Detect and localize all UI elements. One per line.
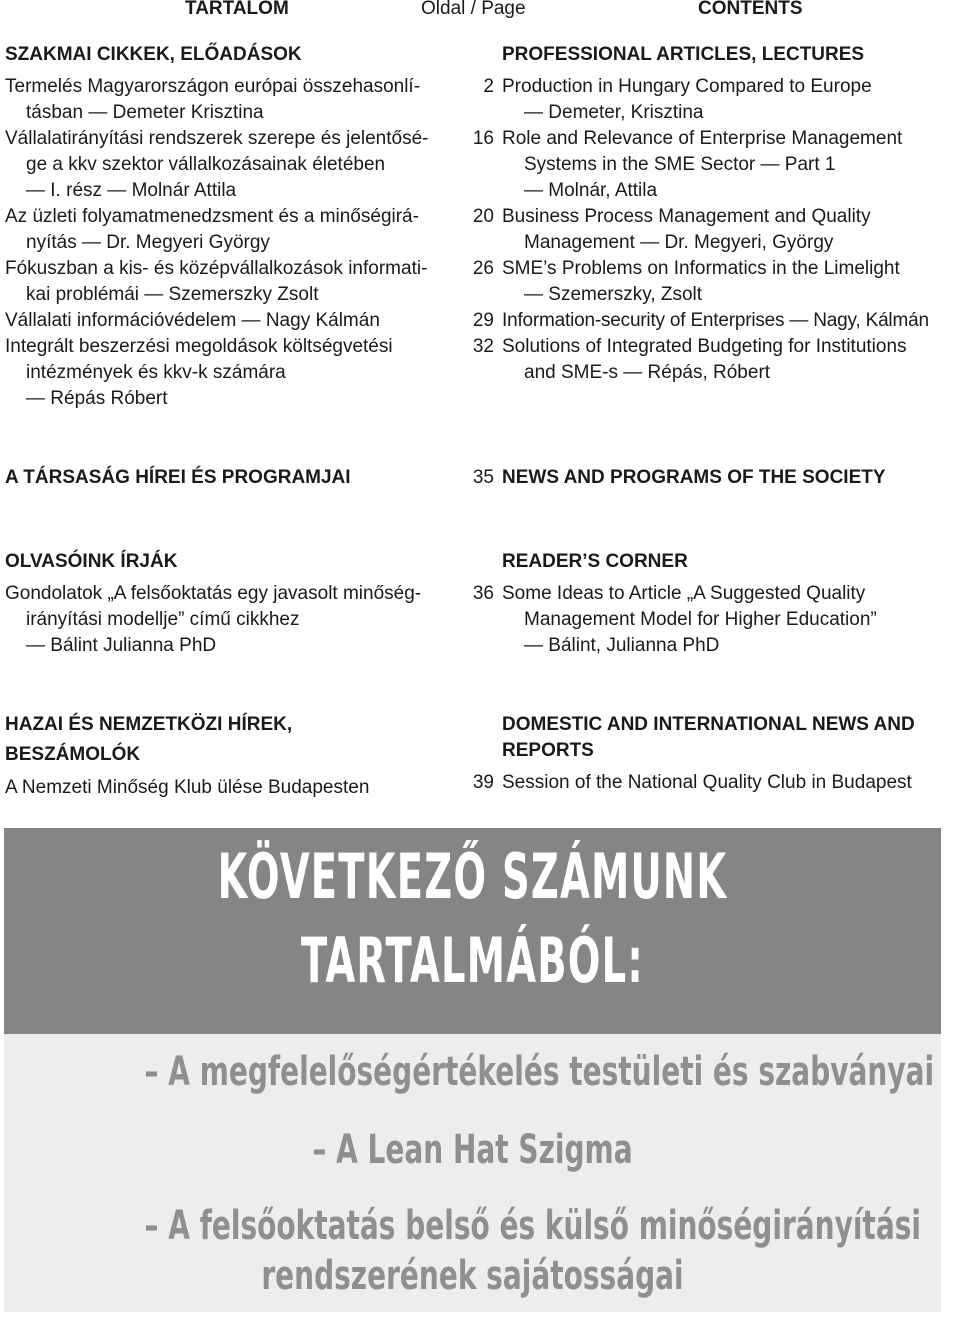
entry-line: Some Ideas to Article „A Suggested Quality (502, 583, 866, 604)
hu-readers-list (5, 581, 421, 659)
entry-line: — Bálint, Julianna PhD (524, 635, 720, 656)
page-number: 26 (472, 258, 494, 279)
hu-articles-list (5, 74, 429, 412)
entry-line: Management — Dr. Megyeri, György (524, 232, 834, 253)
entry-line: Business Process Management and Quality (502, 206, 871, 227)
entry-line: and SME-s — Répás, Róbert (524, 362, 771, 383)
entry-line: Information-security of Enterprises — Nagy, Kálmán (502, 310, 929, 331)
hu-article-line: intézmények és kkv-k számára (26, 362, 286, 383)
header-contents: CONTENTS (698, 0, 803, 19)
page-number: 20 (472, 206, 494, 227)
page-number: 32 (472, 336, 494, 357)
en-news-title (502, 712, 915, 764)
page-number: 16 (472, 128, 494, 149)
hu-society-title: A TÁRSASÁG HÍREI ÉS PROGRAMJAI (5, 467, 351, 488)
en-news-title-line: REPORTS (502, 740, 594, 761)
entry-line: Solutions of Integrated Budgeting for Institutions (502, 336, 907, 357)
hu-readers-title: OLVASÓINK ÍRJÁK (5, 551, 178, 572)
page-number: 39 (472, 772, 494, 793)
page-number: 36 (472, 583, 494, 604)
hu-readers-line: irányítási modellje” című cikkhez (26, 609, 300, 630)
banner-item: – A felsőoktatás belső és külső minőségirányítási (144, 1203, 921, 1249)
hu-news-line: A Nemzeti Minőség Klub ülése Budapesten (5, 777, 370, 798)
hu-article-line: Vállalatirányítási rendszerek szerepe és jelentősé- (5, 128, 429, 149)
en-society-title: NEWS AND PROGRAMS OF THE SOCIETY (502, 467, 886, 488)
hu-readers-line: — Bálint Julianna PhD (26, 635, 217, 656)
hu-article-line: Fókuszban a kis- és középvállalkozások informati- (5, 258, 428, 279)
hu-news-title-line: HAZAI ÉS NEMZETKÖZI HÍREK, (5, 714, 293, 735)
hu-article-line: ge a kkv szektor vállalkozásainak életében (26, 154, 386, 175)
entry-line: Systems in the SME Sector — Part 1 (524, 154, 836, 175)
page-number: 29 (472, 310, 494, 331)
hu-article-line: Vállalati információvédelem — Nagy Kálmán (5, 310, 380, 331)
hu-article-line: — Répás Róbert (26, 388, 168, 409)
header-tartalom: TARTALOM (185, 0, 289, 19)
banner-item: rendszerének sajátosságai (261, 1253, 684, 1299)
page-number: 35 (472, 467, 494, 488)
hu-news-title-line: BESZÁMOLÓK (5, 744, 141, 765)
page-number: 2 (483, 76, 494, 97)
entry-line: — Szemerszky, Zsolt (524, 284, 703, 305)
hu-article-line: Az üzleti folyamatmenedzsment és a minőségirá- (5, 206, 419, 227)
banner-heading-line: KÖVETKEZŐ SZÁMUNK (217, 840, 728, 913)
next-issue-banner (4, 828, 941, 1312)
en-readers-title: READER’S CORNER (502, 551, 688, 572)
hu-article-line: Integrált beszerzési megoldások költségvetési (5, 336, 393, 357)
hu-article-line: — I. rész — Molnár Attila (26, 180, 237, 201)
entry-line: SME’s Problems on Informatics in the Limelight (502, 258, 900, 279)
hu-article-line: nyítás — Dr. Megyeri György (26, 232, 270, 253)
entry-line: Management Model for Higher Education” (524, 609, 877, 630)
entry-line: — Demeter, Krisztina (524, 102, 704, 123)
hu-news-title (5, 712, 292, 768)
entry-line: — Molnár, Attila (524, 180, 658, 201)
hu-readers-line: Gondolatok „A felsőoktatás egy javasolt minőség- (5, 583, 422, 604)
en-articles-title: PROFESSIONAL ARTICLES, LECTURES (502, 44, 865, 65)
entry-line: Session of the National Quality Club in Budapest (502, 772, 912, 793)
hu-article-line: kai problémái — Szemerszky Zsolt (26, 284, 319, 305)
banner-heading-line: TARTALMÁBÓL: (300, 924, 645, 997)
banner-item: – A Lean Hat Szigma (312, 1127, 633, 1173)
entry-line: Production in Hungary Compared to Europe (502, 76, 872, 97)
en-news-title-line: DOMESTIC AND INTERNATIONAL NEWS AND (502, 714, 915, 735)
entry-line: Role and Relevance of Enterprise Management (502, 128, 903, 149)
hu-articles-title: SZAKMAI CIKKEK, ELŐADÁSOK (5, 44, 302, 65)
hu-article-line: tásban — Demeter Krisztina (26, 102, 264, 123)
banner-item: – A megfelelőségértékelés testületi és szabványai (144, 1049, 935, 1095)
header-page-label: Oldal / Page (421, 0, 526, 19)
hu-article-line: Termelés Magyarországon európai összehasonlí- (5, 76, 421, 97)
